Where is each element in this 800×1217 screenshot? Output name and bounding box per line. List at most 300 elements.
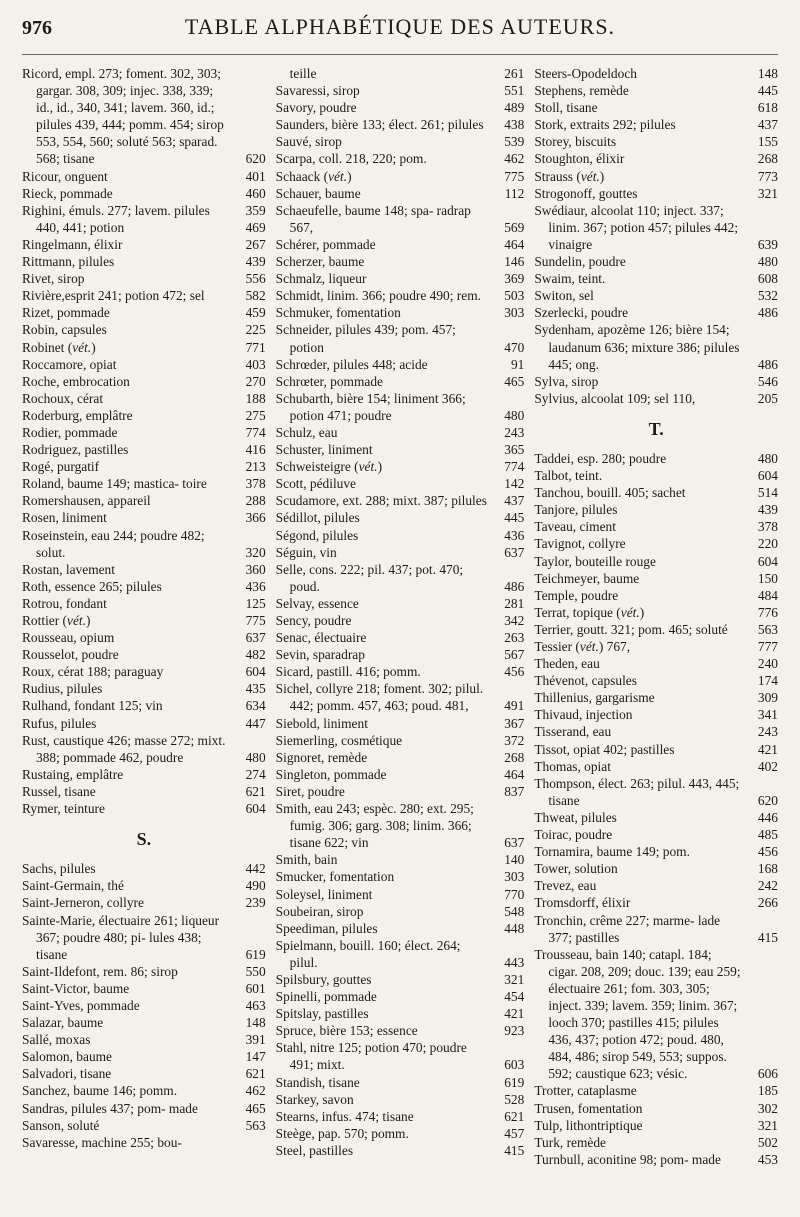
entry-page-number: 266 — [757, 895, 778, 911]
entry-text: Taylor, bouteille rouge — [534, 553, 656, 569]
index-entry — [22, 321, 266, 338]
entry-page-number: 563 — [757, 621, 778, 637]
entry-page-number: 112 — [504, 185, 525, 201]
entry-text: Turk, remède — [534, 1134, 606, 1150]
index-column-3 — [534, 65, 778, 1168]
entry-page-number: 456 — [504, 664, 525, 680]
index-entry — [534, 467, 778, 484]
index-entry — [276, 65, 525, 82]
entry-page-number: 773 — [757, 168, 778, 184]
entry-page-number: 239 — [245, 895, 266, 911]
entry-page-number: 443 — [504, 954, 525, 970]
index-entry — [22, 894, 266, 911]
entry-text: Schérer, pommade — [275, 236, 376, 252]
index-entry — [22, 185, 266, 202]
index-entry — [534, 587, 778, 604]
index-entry — [22, 1100, 266, 1117]
entry-text: Rottier (vét.) — [22, 613, 91, 628]
entry-page-number: 302 — [757, 1100, 778, 1116]
entry-text: Signoret, remède — [275, 749, 368, 765]
index-entry — [22, 441, 266, 458]
index-entry — [534, 723, 778, 740]
entry-page-number: 480 — [245, 749, 266, 765]
entry-text: Rieck, pommade — [22, 185, 113, 201]
entry-text: Soubeiran, sirop — [275, 903, 364, 919]
entry-page-number: 402 — [757, 758, 778, 774]
index-entry — [276, 886, 525, 903]
entry-page-number: 634 — [245, 698, 266, 714]
entry-text: Strogonoff, gouttes — [534, 185, 638, 201]
entry-page-number: 620 — [757, 792, 778, 808]
index-entry — [276, 937, 525, 971]
entry-text: Stahl, nitre 125; potion 470; poudre 491; mixt. — [275, 1040, 467, 1073]
entry-page-number: 91 — [510, 356, 525, 372]
index-entry — [276, 527, 525, 544]
index-entry — [276, 236, 525, 253]
entry-page-number: 606 — [757, 1066, 778, 1082]
entry-text: Thompson, élect. 263; pilul. 443, 445; tisane — [534, 775, 740, 808]
index-entry — [22, 912, 266, 963]
entry-text: Schaeufelle, baume 148; spa- radrap 567, — [275, 202, 471, 235]
entry-page-number: 140 — [504, 852, 525, 868]
entry-page-number: 437 — [757, 117, 778, 133]
index-entry — [276, 629, 525, 646]
entry-page-number: 421 — [757, 741, 778, 757]
entry-page-number: 288 — [245, 493, 266, 509]
entry-text: Trotter, cataplasme — [534, 1083, 637, 1099]
index-entry — [534, 775, 778, 809]
index-entry — [276, 492, 525, 509]
index-entry — [276, 971, 525, 988]
entry-page-number: 403 — [245, 356, 266, 372]
entry-page-number: 621 — [504, 1108, 525, 1124]
entry-text: Roderburg, emplâtre — [22, 407, 133, 423]
entry-page-number: 303 — [504, 869, 525, 885]
section-letter: S. — [136, 829, 152, 850]
index-entry — [534, 843, 778, 860]
entry-page-number: 637 — [245, 630, 266, 646]
entry-text: Stoll, tisane — [534, 100, 598, 116]
entry-page-number: 261 — [504, 66, 525, 81]
index-column-2 — [276, 65, 525, 1168]
entry-page-number: 837 — [504, 783, 525, 799]
entry-page-number: 777 — [757, 639, 778, 654]
entry-text: Rittmann, pilules — [22, 254, 115, 270]
entry-page-number: 401 — [245, 168, 266, 184]
index-entry — [276, 475, 525, 492]
index-entry — [276, 509, 525, 526]
entry-text: Rivière,esprit 241; potion 472; sel — [22, 288, 205, 304]
entry-text: Stearns, infus. 474; tisane — [275, 1108, 414, 1124]
entry-text: Schmidt, linim. 366; poudre 490; rem. — [275, 288, 481, 304]
index-entry — [276, 1005, 525, 1022]
index-entry — [276, 150, 525, 167]
entry-page-number: 604 — [757, 553, 778, 569]
entry-page-number: 442 — [245, 861, 266, 877]
entry-page-number: 243 — [504, 424, 525, 440]
entry-text: Russel, tisane — [22, 783, 96, 799]
entry-text: Singleton, pommade — [275, 766, 387, 782]
index-entry — [22, 202, 266, 236]
entry-page-number: 480 — [757, 254, 778, 270]
entry-page-number: 372 — [504, 732, 525, 748]
entry-page-number: 366 — [245, 510, 266, 526]
entry-text: Tanjore, pilules — [534, 502, 618, 518]
index-entry — [534, 570, 778, 587]
entry-page-number: 378 — [757, 519, 778, 535]
entry-text: Saint-Germain, thé — [22, 878, 124, 894]
entry-page-number: 491 — [504, 698, 525, 714]
entry-text: Turnbull, aconitine 98; pom- made — [534, 1151, 721, 1167]
index-entry — [276, 766, 525, 783]
index-entry — [534, 1151, 778, 1168]
entry-text: Talbot, teint. — [534, 468, 603, 484]
entry-text: Thévenot, capsules — [534, 673, 637, 689]
index-entry — [276, 168, 525, 185]
index-entry — [534, 894, 778, 911]
index-entry — [276, 202, 525, 236]
entry-text: Sydenham, apozème 126; bière 154; laudanum 636; mixture 386; pilules 445; ong. — [534, 322, 740, 372]
entry-text: Starkey, savon — [275, 1091, 354, 1107]
entry-page-number: 267 — [245, 236, 266, 252]
index-entry — [534, 638, 778, 655]
index-entry — [276, 373, 525, 390]
entry-text: Thivaud, injection — [534, 707, 633, 723]
entry-text: Saint-Victor, baume — [22, 980, 130, 996]
index-entry — [276, 1091, 525, 1108]
entry-page-number: 359 469 — [245, 202, 266, 235]
index-entry — [22, 561, 266, 578]
index-entry — [534, 672, 778, 689]
index-column-1 — [22, 65, 266, 1168]
entry-text: Stork, extraits 292; pilules — [534, 117, 676, 133]
entry-text: Rustaing, emplâtre — [22, 766, 124, 782]
entry-page-number: 281 — [504, 595, 525, 611]
index-entry — [534, 82, 778, 99]
entry-page-number: 923 — [504, 1023, 525, 1039]
entry-text: Trousseau, bain 140; catapl. 184; cigar. 208, 209; douc. 139; eau 259; électuaire 261; fom. 303, 305; inject. 339; lavem. 359; linim. 367; looch 370; pastilles 415; pilules 436, 437; potion 472; poud. 480, 484, 486; sirop 549, 553; suppos. 592; caustique 623; vésic. — [534, 946, 741, 1082]
entry-page-number: 242 — [757, 878, 778, 894]
entry-text: Thomas, opiat — [534, 758, 611, 774]
entry-page-number: 548 — [504, 903, 525, 919]
index-entry — [534, 655, 778, 672]
index-entry — [534, 689, 778, 706]
entry-text: Smith, eau 243; espèc. 280; ext. 295; fumig. 306; garg. 308; linim. 366; tisane 622; vin — [275, 801, 474, 851]
entry-text: Salomon, baume — [22, 1049, 113, 1065]
index-entry — [22, 236, 266, 253]
index-entry — [276, 304, 525, 321]
entry-text: Sundelin, poudre — [534, 254, 626, 270]
index-entry — [534, 270, 778, 287]
index-entry — [276, 783, 525, 800]
entry-text: Rodier, pommade — [22, 424, 118, 440]
index-columns — [22, 65, 778, 1168]
index-entry — [276, 595, 525, 612]
index-entry — [534, 758, 778, 775]
index-entry — [22, 407, 266, 424]
entry-page-number: 391 — [245, 1032, 266, 1048]
entry-page-number: 637 — [504, 835, 525, 851]
entry-page-number: 439 — [245, 254, 266, 270]
entry-text: Rudius, pilules — [22, 681, 103, 697]
entry-page-number: 775 — [245, 613, 266, 628]
entry-text: Theden, eau — [534, 656, 600, 672]
entry-text: Stephens, remède — [534, 83, 629, 99]
entry-text: Séguin, vin — [275, 544, 337, 560]
index-entry — [534, 946, 778, 1083]
entry-page-number: 240 — [757, 656, 778, 672]
entry-text: Ringelmann, élixir — [22, 236, 123, 252]
entry-page-number: 550 — [245, 963, 266, 979]
entry-page-number: 484 — [757, 587, 778, 603]
entry-page-number: 460 — [245, 185, 266, 201]
entry-page-number: 435 — [245, 681, 266, 697]
index-entry — [276, 458, 525, 475]
entry-page-number: 415 — [504, 1142, 525, 1158]
index-entry — [22, 877, 266, 894]
index-entry — [534, 1082, 778, 1099]
index-entry — [276, 133, 525, 150]
entry-page-number: 621 — [245, 783, 266, 799]
entry-text: Savaressi, sirop — [275, 83, 360, 99]
index-entry — [22, 253, 266, 270]
index-entry — [276, 612, 525, 629]
entry-page-number: 341 — [757, 707, 778, 723]
entry-text: Stoughton, élixir — [534, 151, 625, 167]
entry-text: Siemerling, cosmétique — [275, 732, 403, 748]
index-entry — [534, 860, 778, 877]
entry-text: Soleysel, liniment — [275, 886, 373, 902]
entry-text: Tornamira, baume 149; pom. — [534, 844, 690, 860]
entry-text: Spilsbury, gouttes — [275, 971, 372, 987]
entry-page-number: 303 — [504, 305, 525, 321]
entry-page-number: 770 — [504, 886, 525, 902]
entry-text: Temple, poudre — [534, 587, 619, 603]
index-entry — [22, 458, 266, 475]
entry-page-number: 321 — [757, 185, 778, 201]
entry-text: Robin, capsules — [22, 322, 107, 338]
index-entry — [22, 663, 266, 680]
entry-page-number: 448 — [504, 920, 525, 936]
entry-page-number: 439 — [757, 502, 778, 518]
entry-page-number: 453 — [757, 1151, 778, 1167]
index-entry — [22, 697, 266, 714]
index-entry — [276, 1108, 525, 1125]
entry-text: Teichmeyer, baume — [534, 570, 640, 586]
index-entry — [22, 800, 266, 817]
index-entry — [22, 680, 266, 697]
entry-text: Trusen, fomentation — [534, 1100, 643, 1116]
index-entry — [534, 1100, 778, 1117]
entry-text: Tessier (vét.) 767, — [534, 639, 631, 654]
index-entry — [276, 321, 525, 355]
index-entry — [22, 629, 266, 646]
entry-text: Schmalz, liqueur — [275, 271, 367, 287]
entry-text: Tower, solution — [534, 861, 618, 877]
entry-page-number: 621 — [245, 1066, 266, 1082]
entry-page-number: 147 — [245, 1049, 266, 1065]
index-entry — [534, 287, 778, 304]
entry-page-number: 415 — [757, 929, 778, 945]
entry-text: Righini, émuls. 277; lavem. pilules 440, 441; potion — [22, 202, 210, 235]
entry-page-number: 563 — [245, 1117, 266, 1133]
index-entry — [22, 646, 266, 663]
entry-text: Sédillot, pilules — [275, 510, 360, 526]
entry-text: Sauvé, sirop — [275, 134, 342, 150]
entry-text: Roth, essence 265; pilules — [22, 578, 162, 594]
entry-page-number: 482 — [245, 647, 266, 663]
entry-page-number: 503 — [504, 288, 525, 304]
entry-text: Tulp, lithontriptique — [534, 1117, 643, 1133]
entry-page-number: 365 — [504, 442, 525, 458]
entry-page-number: 309 — [757, 690, 778, 706]
entry-page-number: 551 — [504, 83, 525, 99]
entry-text: Roland, baume 149; mastica- toire — [22, 476, 207, 492]
entry-page-number: 148 — [245, 1015, 266, 1031]
index-entry — [276, 646, 525, 663]
index-entry — [22, 373, 266, 390]
entry-text: Roche, embrocation — [22, 373, 130, 389]
index-entry — [534, 604, 778, 621]
entry-text: Thweat, pilules — [534, 809, 617, 825]
entry-page-number: 485 — [757, 827, 778, 843]
entry-page-number: 618 — [757, 100, 778, 116]
index-entry — [534, 501, 778, 518]
index-entry — [22, 766, 266, 783]
entry-text: Rogé, purgatif — [22, 459, 100, 475]
entry-text: Saint-Ildefont, rem. 86; sirop — [22, 963, 178, 979]
index-entry — [22, 612, 266, 629]
index-entry — [276, 270, 525, 287]
entry-text: Toirac, poudre — [534, 827, 613, 843]
entry-page-number: 514 — [757, 485, 778, 501]
index-entry — [534, 484, 778, 501]
entry-page-number: 437 — [504, 493, 525, 509]
index-entry — [534, 116, 778, 133]
entry-text: Roseinstein, eau 244; poudre 482; solut. — [22, 527, 205, 560]
entry-text: Rymer, teinture — [22, 801, 105, 817]
entry-text: Spielmann, bouill. 160; élect. 264; pilul. — [275, 937, 461, 970]
index-entry — [276, 1039, 525, 1073]
index-entry — [276, 680, 525, 714]
entry-text: Trevez, eau — [534, 878, 597, 894]
index-entry — [22, 715, 266, 732]
entry-text: Sichel, collyre 218; foment. 302; pilul. 442; pomm. 457, 463; poud. 481, — [275, 681, 484, 714]
index-entry — [534, 304, 778, 321]
entry-page-number: 421 — [504, 1006, 525, 1022]
index-entry — [534, 390, 778, 407]
entry-text: Senac, électuaire — [275, 630, 367, 646]
entry-page-number: 342 — [504, 613, 525, 628]
index-entry — [276, 1074, 525, 1091]
index-entry — [22, 304, 266, 321]
index-entry — [22, 270, 266, 287]
entry-page-number: 142 — [504, 476, 525, 492]
entry-text: Taveau, ciment — [534, 519, 616, 535]
index-entry — [22, 1117, 266, 1134]
index-entry — [22, 1014, 266, 1031]
entry-page-number: 445 — [504, 510, 525, 526]
entry-page-number: 639 — [757, 236, 778, 252]
entry-page-number: 567 — [504, 647, 525, 663]
entry-text: Steel, pastilles — [275, 1142, 354, 1158]
entry-page-number: 150 — [757, 570, 778, 586]
entry-page-number: 486 — [504, 578, 525, 594]
entry-page-number: 489 — [504, 100, 525, 116]
entry-page-number: 168 — [757, 861, 778, 877]
entry-page-number: 775 — [504, 168, 525, 184]
index-entry — [22, 168, 266, 185]
entry-page-number: 582 — [245, 288, 266, 304]
entry-page-number: 436 — [245, 578, 266, 594]
index-entry — [22, 424, 266, 441]
entry-page-number: 205 — [757, 390, 778, 406]
entry-page-number: 490 — [245, 878, 266, 894]
entry-text: Schaack (vét.) — [275, 168, 352, 184]
entry-text: Rulhand, fondant 125; vin — [22, 698, 163, 714]
entry-page-number: 462 — [245, 1083, 266, 1099]
entry-text: Ricour, onguent — [22, 168, 108, 184]
entry-text: Romershausen, appareil — [22, 493, 151, 509]
entry-text: Rufus, pilules — [22, 715, 97, 731]
entry-page-number: 459 — [245, 305, 266, 321]
entry-page-number: 464 — [504, 766, 525, 782]
entry-text: Roux, cérat 188; paraguay — [22, 664, 164, 680]
entry-page-number: 436 — [504, 527, 525, 543]
index-entry — [276, 1125, 525, 1142]
index-entry — [276, 732, 525, 749]
index-entry — [276, 800, 525, 851]
index-entry — [534, 133, 778, 150]
entry-text: Smith, bain — [275, 852, 338, 868]
entry-text: Schmuker, fomentation — [275, 305, 401, 321]
entry-text: Schrœter, pommade — [275, 373, 383, 389]
entry-page-number: 776 — [757, 604, 778, 620]
index-entry — [22, 578, 266, 595]
entry-text: Rust, caustique 426; masse 272; mixt. 388; pommade 462, poudre — [22, 732, 226, 765]
index-entry — [276, 561, 525, 595]
entry-text: Selle, cons. 222; pil. 437; pot. 470; poud. — [275, 561, 464, 594]
entry-text: Schulz, eau — [275, 424, 338, 440]
index-entry — [22, 980, 266, 997]
entry-page-number: 608 — [757, 271, 778, 287]
entry-page-number: 225 — [245, 322, 266, 338]
entry-text: Robinet (vét.) — [22, 339, 96, 355]
entry-text: Tromsdorff, élixir — [534, 895, 631, 911]
entry-page-number: 188 — [245, 390, 266, 406]
entry-text: Schubarth, bière 154; liniment 366; potion 471; poudre — [275, 390, 466, 423]
entry-text: Swaim, teint. — [534, 271, 606, 287]
index-entry — [276, 1142, 525, 1159]
entry-text: Sanson, soluté — [22, 1117, 100, 1133]
entry-page-number: 486 — [757, 305, 778, 321]
entry-page-number: 213 — [245, 459, 266, 475]
index-entry — [534, 253, 778, 270]
index-entry — [276, 544, 525, 561]
entry-text: Salazar, baume — [22, 1015, 104, 1031]
index-entry — [534, 809, 778, 826]
entry-text: Scherzer, baume — [275, 254, 365, 270]
index-entry — [276, 988, 525, 1005]
entry-text: Sency, poudre — [275, 613, 352, 628]
entry-text: Siret, poudre — [275, 783, 345, 799]
entry-text: Rizet, pommade — [22, 305, 110, 321]
entry-text: Spruce, bière 153; essence — [275, 1023, 418, 1039]
index-entry — [534, 150, 778, 167]
entry-text: Scudamore, ext. 288; mixt. 387; pilules — [275, 493, 487, 509]
index-entry — [22, 390, 266, 407]
entry-page-number: 146 — [504, 254, 525, 270]
